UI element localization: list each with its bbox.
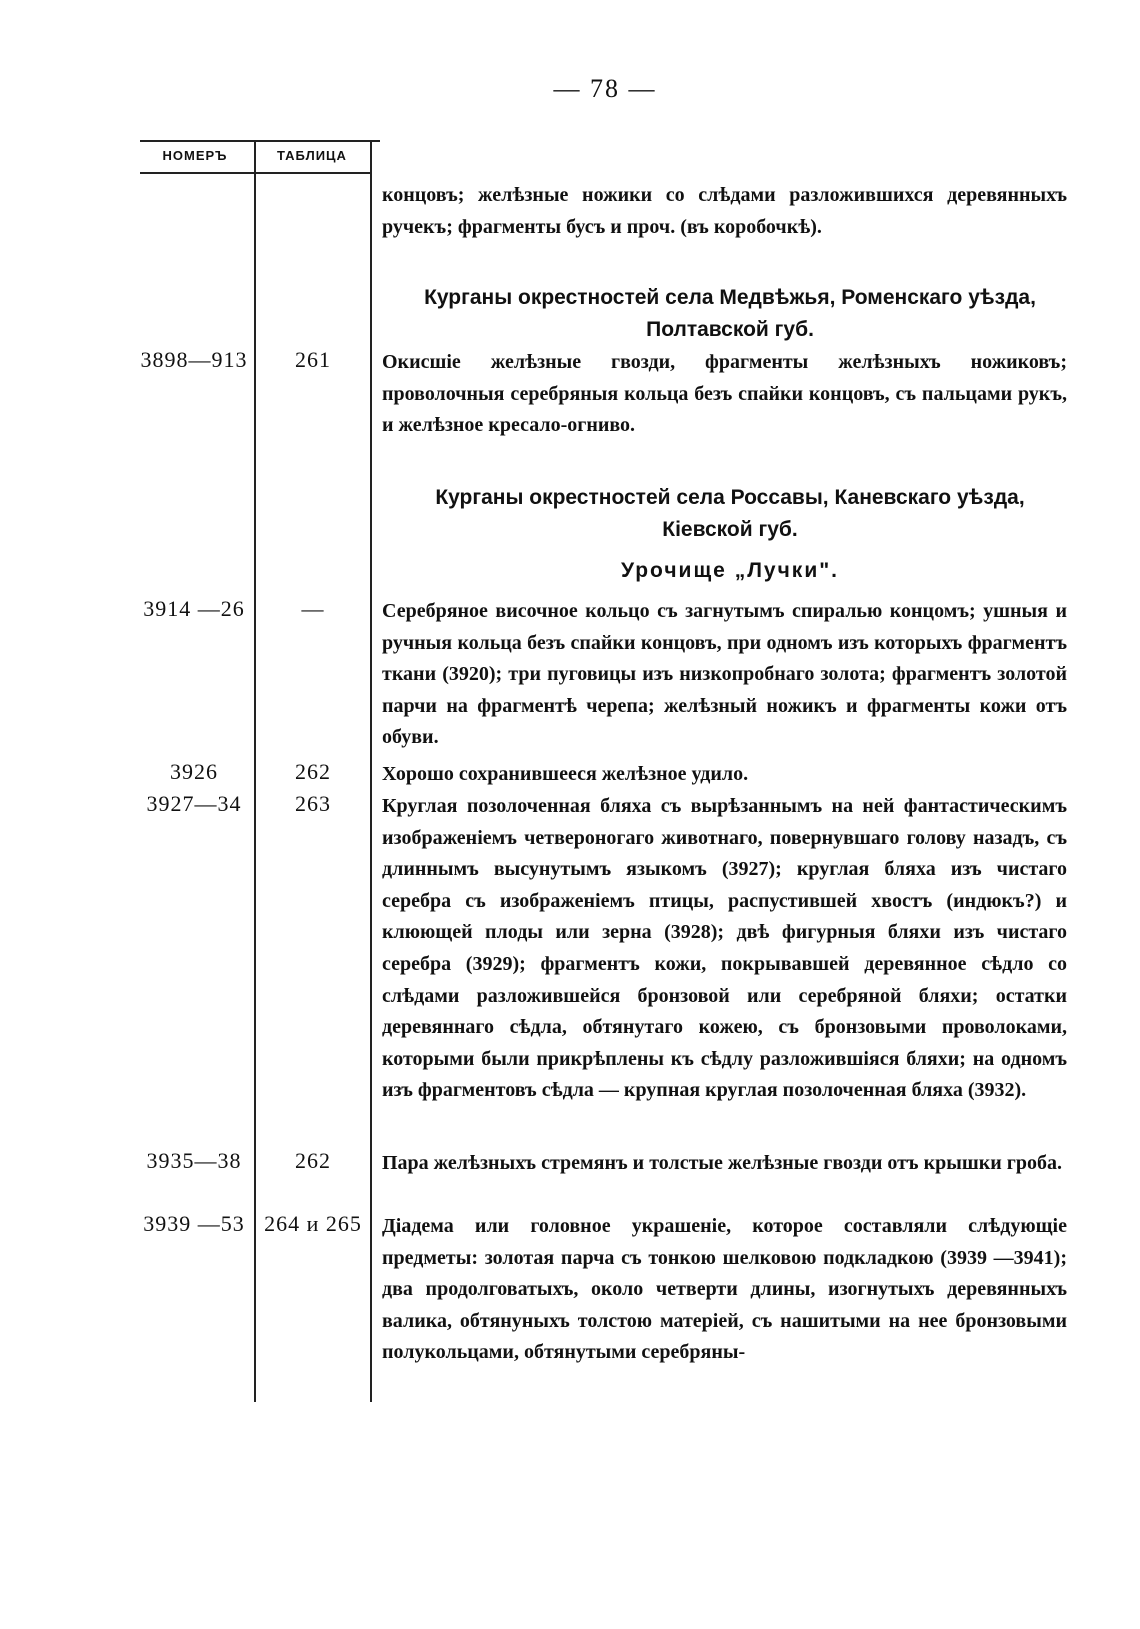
continuation-text: концовъ; желѣзные ножики со слѣдами разложившихся деревянныхъ ручекъ; фрагменты бусъ и проч. (въ коробочкѣ).: [382, 184, 1067, 238]
entry-table: 262: [295, 1148, 331, 1173]
entry-number: 3898—913: [140, 347, 248, 372]
section-subheading-luchki: Урочище „Лучки".: [620, 559, 840, 582]
entry-text: Діадема или головное украшеніе, которое составляли слѣдующіе предметы: золотая парча съ тонкою шелковою подкладкою (3939 —3941); два продолговатыхъ, около четверти длины, изогнутыхъ деревянныхъ валика, обтянуныхъ толстою матеріей, съ нашитыми на нее бронзовыми полукольцами, обтянутыми серебряны-: [382, 1215, 1067, 1364]
entry-number: 3914 —26: [143, 596, 245, 621]
entry-text: Круглая позолоченная бляха съ вырѣзаннымъ на ней фантастическимъ изображеніемъ четвероногаго животнаго, повернувшаго голову назадъ, съ длиннымъ высунутымъ языкомъ (3927); круглая бляха изъ чистаго серебра съ изображеніемъ птицы, распустившей хвостъ (индюкъ?) и клюющей плоды или зерна (3928); двѣ фигурныя бляхи изъ чистаго серебра (3929); фрагментъ кожи, покрывавшей деревянное сѣдло со слѣдами разложившейся бронзовой или серебряной бляхи; остатки деревяннаго сѣдла, обтянутаго кожею, съ бронзовыми проволоками, которыми были прикрѣплены къ сѣдлу разложившіяся бляхи; на одномъ изъ фрагментовъ сѣдла — крупная круглая позолоченная бляха (3932).: [382, 795, 1067, 1102]
section-heading-rossava: Курганы окрестностей села Россавы, Каневскаго уѣзда, Кіевской губ.: [435, 486, 1025, 541]
entry-table: 261: [295, 347, 331, 372]
entry-text: Пара желѣзныхъ стремянъ и толстые желѣзные гвозди отъ крышки гроба.: [382, 1152, 1062, 1174]
entry-text: Окисшіе желѣзные гвозди, фрагменты желѣзныхъ ножиковъ; проволочныя серебряныя кольца безъ спайки концовъ, съ пальцами рукъ, и желѣзное кресало-огниво.: [382, 351, 1067, 437]
entry-number: 3935—38: [146, 1148, 242, 1173]
page-number: — 78 —: [553, 74, 657, 103]
table-top-rule: [140, 140, 380, 142]
entry-table: 263: [295, 791, 331, 816]
entry-text: Серебряное височное кольцо съ загнутымъ спиралью концомъ; ушныя и ручныя кольца безъ спайки концовъ, при одномъ изъ которыхъ фрагментъ ткани (3920); три пуговицы изъ низкопробнаго золота; фрагментъ золотой парчи на фрагментѣ черепа; желѣзный ножикъ и фрагменты кожи отъ обуви.: [382, 600, 1067, 749]
entry-number: 3939 —53: [143, 1211, 245, 1236]
entry-number: 3927—34: [146, 791, 242, 816]
section-heading-medvezhye: Курганы окрестностей села Медвѣжья, Роменскаго уѣзда, Полтавской губ.: [424, 286, 1036, 341]
column-divider-2: [370, 140, 372, 1402]
entry-text: Хорошо сохранившееся желѣзное удило.: [382, 763, 749, 785]
entry-table: 264 и 265: [264, 1211, 362, 1236]
column-header-number: НОМЕРЪ: [162, 148, 228, 163]
entry-table: 262: [295, 759, 331, 784]
column-header-table: ТАБЛИЦА: [277, 148, 347, 163]
entry-number: 3926: [170, 759, 218, 784]
entry-table: —: [301, 596, 325, 621]
table-header-rule: [140, 172, 372, 174]
